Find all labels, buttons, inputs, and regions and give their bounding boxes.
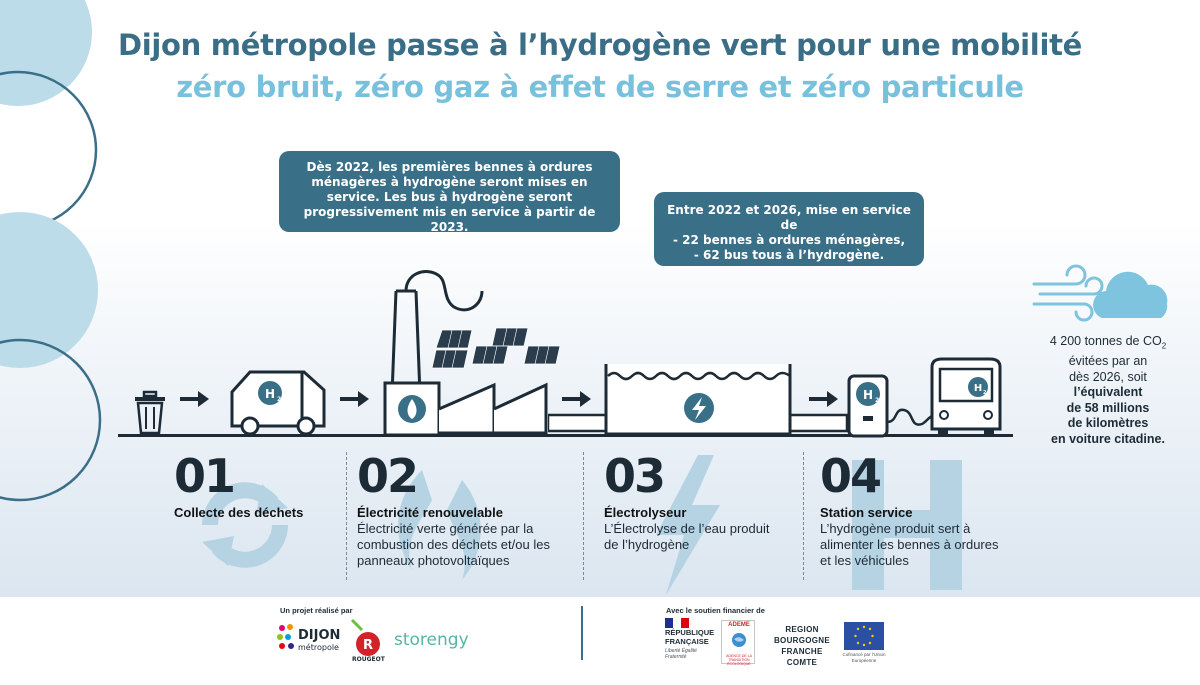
step-separator-3	[803, 452, 804, 580]
storengy-logo: storengy	[394, 630, 469, 650]
step-name: Collecte des déchets	[174, 505, 304, 520]
region-line-3: FRANCHE	[781, 647, 823, 656]
wind-cloud-icon	[1032, 262, 1172, 322]
step-description: Électricité verte générée par la combustion des déchets et/ou les panneaux photovoltaïques	[357, 521, 550, 568]
title-line-2: zéro bruit, zéro gaz à effet de serre et zéro particule	[176, 70, 1024, 104]
step-description: L’Électrolyse de l’eau produit de l’hydrogène	[604, 521, 770, 552]
ademe-globe-icon	[731, 632, 747, 648]
co2-line-2: évitées par an	[1068, 354, 1148, 368]
rf-logo-name	[665, 629, 714, 646]
step-description: L’hydrogène produit sert à alimenter les bennes à ordures et les véhicules	[820, 521, 999, 568]
region-line-4: COMTE	[786, 658, 818, 667]
step-number: 01	[174, 449, 235, 503]
truck-h2-letter: H	[264, 387, 276, 401]
dijon-logo-mark	[276, 622, 298, 662]
footer-left-label: Un projet réalisé par	[280, 606, 353, 615]
arrow-right-icon-2	[338, 389, 370, 409]
garbage-truck-icon	[228, 366, 328, 436]
bus-icon	[928, 357, 1004, 437]
co2-line-1: 4 200 tonnes de $CO_2$	[1049, 334, 1167, 351]
step-name: Électrolyseur	[604, 505, 687, 520]
region-line-2: BOURGOGNE	[773, 636, 831, 645]
marianne-flag-icon	[665, 618, 689, 628]
electrolyser-tank-icon	[604, 362, 794, 436]
co2-bold-3: de kilomètres	[1067, 416, 1149, 430]
pump-h2-sub: 2	[875, 397, 880, 404]
svg-text:R: R	[362, 638, 374, 653]
co2-savings-text	[1028, 334, 1188, 447]
eu-caption: Cofinancé par l’Union Européenne	[842, 652, 886, 663]
bubble-2026-line-3: - 62 bus tous à l’hydrogène.	[693, 248, 885, 262]
arrow-right-icon-1	[178, 389, 210, 409]
step-name: Station service	[820, 505, 913, 520]
arrow-right-icon-4	[807, 389, 839, 409]
bus-h2-letter: H	[973, 383, 983, 394]
info-bubble-2022: Dès 2022, les premières bennes à ordures ménagères à hydrogène seront mises en service. Les bus à hydrogène seront progressivement mis en service à partir de 2023.	[279, 151, 620, 232]
step-separator-1	[346, 452, 347, 580]
pipe-left	[548, 413, 610, 435]
step-number: 03	[604, 449, 665, 503]
footer-right-label: Avec le soutien financier de	[666, 606, 765, 615]
background-gradient	[0, 220, 1200, 598]
arrow-right-icon-3	[560, 389, 592, 409]
bubble-2026-line-1: Entre 2022 et 2026, mise en service de	[667, 203, 911, 232]
co2-bold-1: l’équivalent	[1073, 385, 1143, 399]
info-bubble-2026	[654, 192, 924, 266]
bus-h2-sub: 2	[983, 390, 987, 396]
footer	[0, 597, 1200, 685]
rf-line-1: RÉPUBLIQUE	[665, 628, 715, 637]
rf-motto: Liberté Égalité Fraternité	[665, 648, 697, 660]
trash-bin-icon	[132, 390, 172, 436]
title-line-1: Dijon métropole passe à l’hydrogène vert pour une mobilité	[117, 28, 1083, 62]
truck-h2-sub: 2	[277, 396, 282, 403]
co2-line-3: dès 2026, soit	[1069, 369, 1147, 384]
step-name: Électricité renouvelable	[357, 505, 503, 520]
solar-panels-icon	[432, 322, 572, 377]
eu-flag-icon	[844, 622, 884, 650]
step-separator-2	[583, 452, 584, 580]
co2-bold-4: en voiture citadine.	[1051, 431, 1165, 446]
pipe-right	[789, 413, 849, 435]
region-logo	[772, 624, 832, 668]
rougeot-logo-name: ROUGEOT	[352, 656, 385, 663]
co2-bold-2: de 58 millions	[1066, 400, 1150, 415]
hydrogen-pump-icon	[846, 372, 936, 438]
region-line-1: REGION	[785, 625, 819, 634]
ademe-name: ADEME	[728, 622, 750, 628]
step-01	[174, 449, 344, 521]
rf-line-2: FRANÇAISE	[665, 636, 709, 646]
dijon-logo-sub: métropole	[298, 643, 339, 652]
pump-h2-letter: H	[862, 388, 874, 402]
step-02	[357, 449, 572, 569]
dijon-logo-name: DIJON	[298, 628, 341, 643]
step-03	[604, 449, 784, 553]
ademe-sub: AGENCE DE LA TRANSITION ÉCOLOGIQUE	[726, 654, 752, 666]
footer-divider	[581, 606, 583, 660]
step-number: 04	[820, 449, 881, 503]
ademe-logo	[721, 620, 755, 664]
bubble-2026-line-2: - 22 bennes à ordures ménagères,	[672, 233, 906, 247]
step-number: 02	[357, 449, 418, 503]
step-04	[820, 449, 1000, 569]
